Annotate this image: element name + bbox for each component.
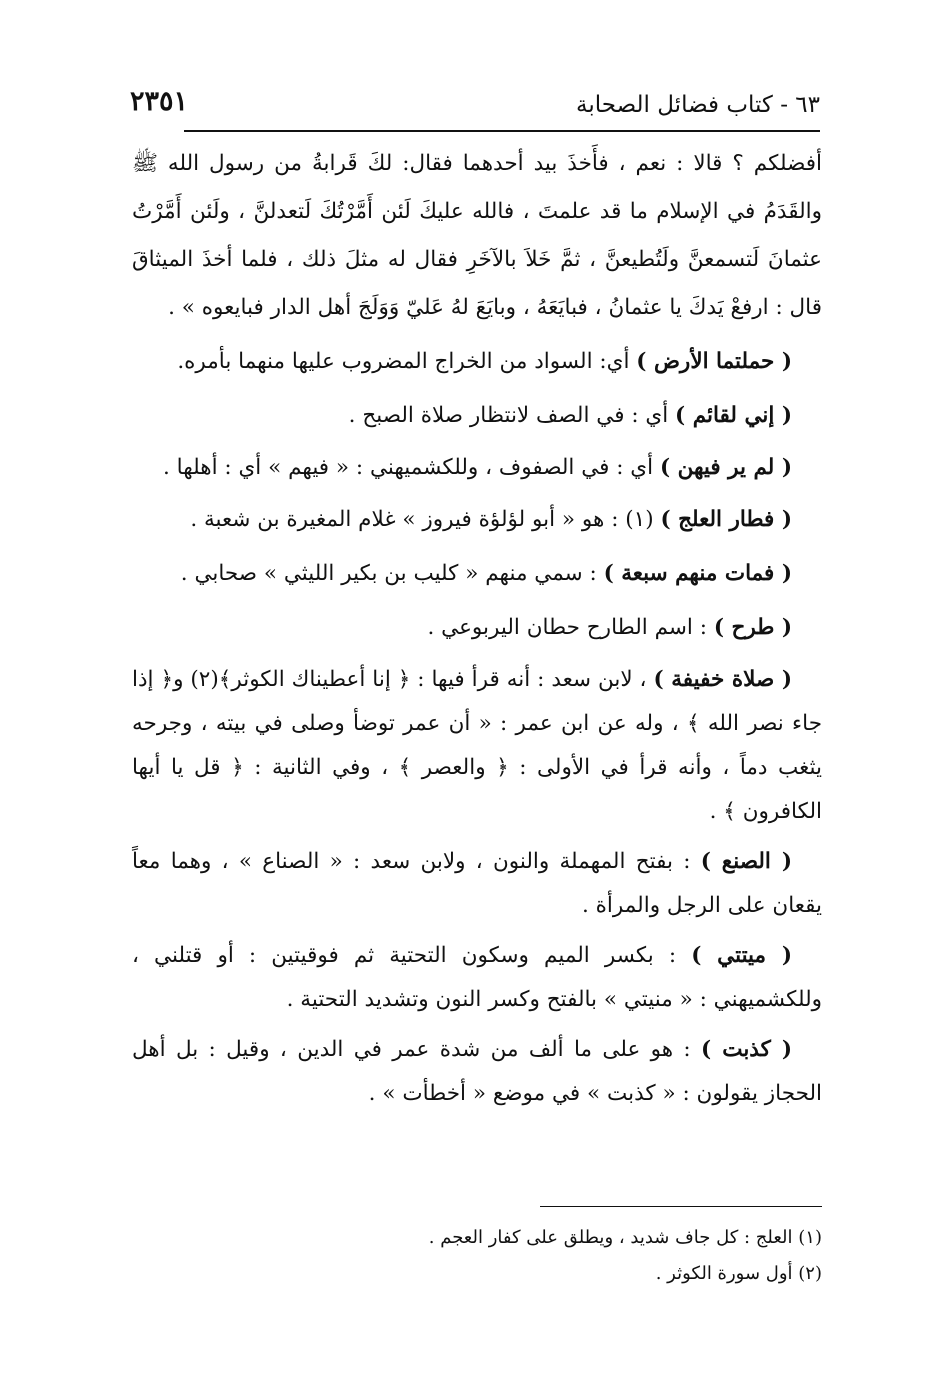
narration-paragraph: أفضلكم ؟ قالا : نعم ، فأَخذَ بيد أحدهما فقال: لكَ قَرابةُ من رسول الله ﷺ والقَدَمُ في الإسلام ما قد علمتَ ، فالله عليكَ لَئن أَمَّرْتُكَ لَتعدلنَّ ، ولَئن أَمَّرْتُ عثمانَ لَتسمعنَّ ولَتُطيعنَّ ، ثمَّ خَلاَ بالآخَرِ فقال له مثلَ ذلك ، فلما أخذَ الميثاقَ قال : ارفعْ يَدكَ يا عثمانُ ، فبايَعَهُ ، وبايَعَ لهُ عَليّ وَوَلَجَ أهل الدار فبايعوه » . bbox=[132, 151, 822, 320]
gloss-paragraph bbox=[132, 550, 822, 598]
gloss-text: : اسم الطارح حطان اليربوعي . bbox=[427, 615, 714, 640]
gloss-paragraph bbox=[132, 338, 822, 386]
gloss-text: (١) : هو « أبو لؤلؤة فيروز » غلام المغيرة بن شعبة . bbox=[190, 507, 661, 532]
header-rule bbox=[184, 130, 820, 132]
footnote-rule bbox=[540, 1206, 822, 1207]
gloss-text: ، لابن سعد : أنه قرأ فيها : ﴿ إنا أعطيناك الكوثر﴾(٢) و﴿ إذا جاء نصر الله ﴾ ، وله عن ابن عمر : « أن عمر توضأ وصلى في بيته ، وجرحه يثغب دماً ، وأنه قرأ في الأولى : ﴿ والعصر ﴾ ، وفي الثانية : ﴿ قل يا أيها الكافرون ﴾ . bbox=[132, 667, 822, 824]
gloss-paragraph bbox=[132, 392, 822, 440]
gloss-term: ( صلاة خفيفة ) bbox=[653, 667, 792, 692]
page-body bbox=[132, 140, 822, 1122]
gloss-paragraph bbox=[132, 934, 822, 1022]
page-number: ٢٣٥١ bbox=[130, 86, 189, 117]
footnotes bbox=[132, 1220, 822, 1292]
gloss-term: ( طرح ) bbox=[713, 615, 792, 640]
gloss-paragraph bbox=[132, 1028, 822, 1116]
running-title: ٦٣ - كتاب فضائل الصحابة bbox=[576, 92, 820, 118]
gloss-text: أي : في الصف لانتظار صلاة الصبح . bbox=[348, 403, 676, 428]
gloss-text: : سمي منهم « كليب بن بكير الليثي » صحابي . bbox=[180, 561, 604, 586]
gloss-text: : هو على ما ألف من شدة عمر في الدين ، وقيل : بل أهل الحجاز يقولون : « كذبت » في موضع « أخطأت » . bbox=[132, 1037, 822, 1106]
gloss-paragraph bbox=[132, 446, 822, 490]
gloss-term: ( ميتتي ) bbox=[691, 943, 792, 968]
gloss-paragraph bbox=[132, 496, 822, 544]
footnote: (٢) أول سورة الكوثر . bbox=[655, 1263, 822, 1284]
gloss-term: ( إني لقائم ) bbox=[675, 403, 792, 428]
gloss-paragraph bbox=[132, 604, 822, 652]
footnote: (١) العلج : كل جاف شديد ، ويطلق على كفار العجم . bbox=[428, 1227, 822, 1248]
gloss-term: ( فطار العلج ) bbox=[660, 507, 792, 532]
gloss-term: ( لم ير فيهن ) bbox=[659, 455, 792, 480]
gloss-text: : بكسر الميم وسكون التحتية ثم فوقيتين : أو قتلني ، وللكشميهني : « منيتي » بالفتح وكسر النون وتشديد التحتية . bbox=[132, 943, 822, 1012]
gloss-text: أي : في الصفوف ، وللكشميهني : « فيهم » أي : أهلها . bbox=[163, 455, 660, 480]
gloss-text: : بفتح المهملة والنون ، ولابن سعد : « الصناع » ، وهما معاً يقعان على الرجل والمرأة . bbox=[132, 849, 822, 918]
gloss-term: ( حملتما الأرض ) bbox=[636, 349, 792, 374]
gloss-term: ( كذبت ) bbox=[701, 1037, 792, 1062]
page-header bbox=[130, 84, 820, 132]
gloss-term: ( فمات منهم سبعة ) bbox=[603, 561, 792, 586]
gloss-text: أي: السواد من الخراج المضروب عليها منهما بأمره. bbox=[177, 349, 637, 374]
gloss-paragraph bbox=[132, 840, 822, 928]
gloss-paragraph bbox=[132, 658, 822, 834]
gloss-term: ( الصنع ) bbox=[700, 849, 792, 874]
